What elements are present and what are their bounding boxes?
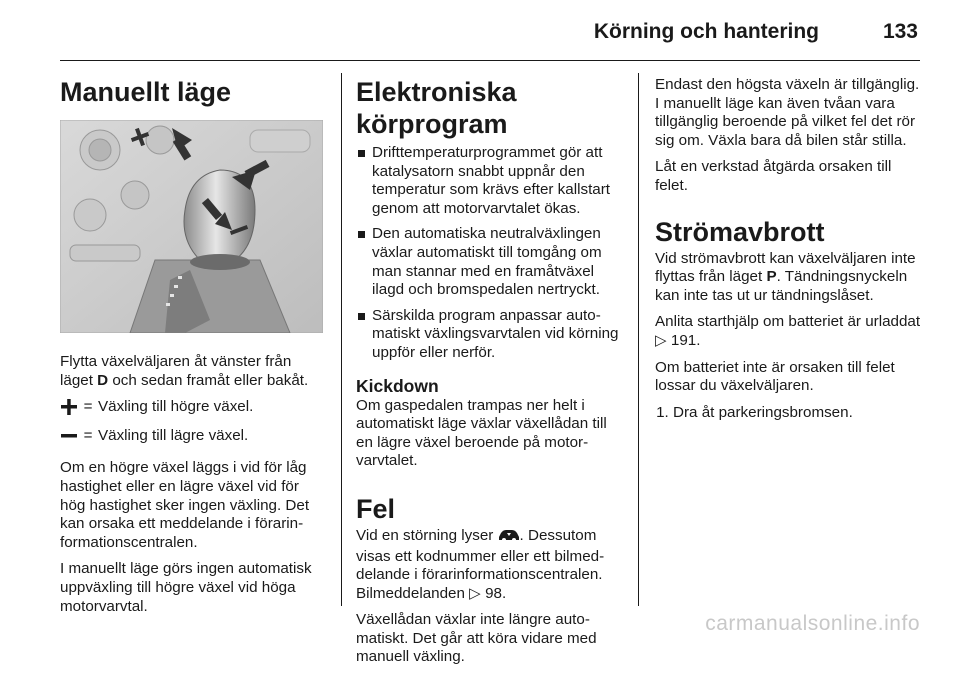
steps-list [655,404,923,423]
header-title: Körning och hantering [593,20,819,43]
paragraph-fel: Vid en störning lyser . Dessutom visas ett kodnummer eller ett bilmeddelande i förarinformationscentralen. Bilmeddelanden ▷ 98. [356,526,605,602]
column-3 [655,76,923,422]
gear-shifter-illustration [60,120,323,333]
paragraph-no-upshift: I manuellt läge görs ingen automatisk uppväxling till högre växel vid höga motorvarvtal. [60,560,312,615]
section-title-fel: Fel [356,493,396,524]
intro-paragraph: Flytta växelväljaren åt vänster från läget D och sedan framåt eller bakåt. [60,353,309,389]
paragraph-highest-gear: Endast den högsta växeln är tillgänglig. I manuellt läge kan även tvåan vara tillgänglig beroende på vilket fel det rör sig om. Växla bara då bilen står stilla. [655,76,920,149]
plus-label: Växling till högre växel. [98,398,254,416]
section-title-manuellt-lage: Manuellt läge [60,77,232,107]
minus-icon [60,427,78,445]
column-2 [356,76,624,675]
minus-equals: = [83,426,93,444]
car-warning-icon [498,528,520,548]
list-item: 1. Dra åt parkeringsbromsen. [673,404,923,423]
plus-equals: = [83,398,93,416]
list-item: Särskilda program anpassar automatiskt växlingsvarvtalen vid körning uppför eller nerför. [356,307,624,363]
plus-icon [60,398,78,416]
program-list [356,144,624,363]
column-divider-2 [638,73,639,606]
plus-legend-row [60,398,323,417]
gear-position-p: P [766,268,777,286]
paragraph-wrong-gear: Om en högre växel läggs i vid för låg hastighet eller en lägre växel vid för hög hastighet sker ingen växling. Det kan orsaka ett meddelande i förarinformationscentralen. [60,459,310,551]
section-title-stromavbrott: Strömavbrott [655,216,825,247]
watermark: carmanualsonline.info [705,612,920,635]
section-title-elektroniska-korprogram: Elektroniska körprogram [356,77,517,139]
page-number: 133 [882,20,918,43]
paragraph-workshop: Låt en verkstad åtgärda orsaken till felet. [655,158,892,194]
column-divider-1 [341,73,342,606]
paragraph-kickdown: Om gaspedalen trampas ner helt i automatiskt läge växlar växellådan till en lägre växel beroende på motorvarvtalet. [356,396,607,470]
paragraph-fel-manual: Växellådan växlar inte längre automatiskt. Det går att köra vidare med manuell växling. [356,611,597,666]
minus-label: Växling till lägre växel. [98,426,249,444]
ref-arrow-icon: ▷ [655,331,671,349]
header-rule [60,60,920,61]
ref-arrow-icon: ▷ [469,584,486,602]
minus-legend-row [60,427,323,446]
column-1 [60,76,323,624]
paragraph-power-failure: Vid strömavbrott kan växelväljaren inte flyttas från läget P. Tändningsnyckeln kan inte tas ut ur tändningslåset. [655,249,916,304]
paragraph-jump-start: Anlita starthjälp om batteriet är urladdat ▷ 191. [655,313,921,349]
gear-position-d: D [97,371,109,389]
list-item: Den automatiska neutralväxlingen växlar automatiskt till tomgång om man stannar med en framåtväxel ilagd och bromspedalen nertryckt. [356,225,624,299]
list-item: Drifttemperaturprogrammet gör att katalysatorn snabbt uppnår den temperatur som krävs efter kallstart genom att motorvarvtalet ökas. [356,144,624,218]
subheading-kickdown: Kickdown [356,375,439,396]
paragraph-release-selector: Om batteriet inte är orsaken till felet lossar du växelväljaren. [655,358,895,395]
